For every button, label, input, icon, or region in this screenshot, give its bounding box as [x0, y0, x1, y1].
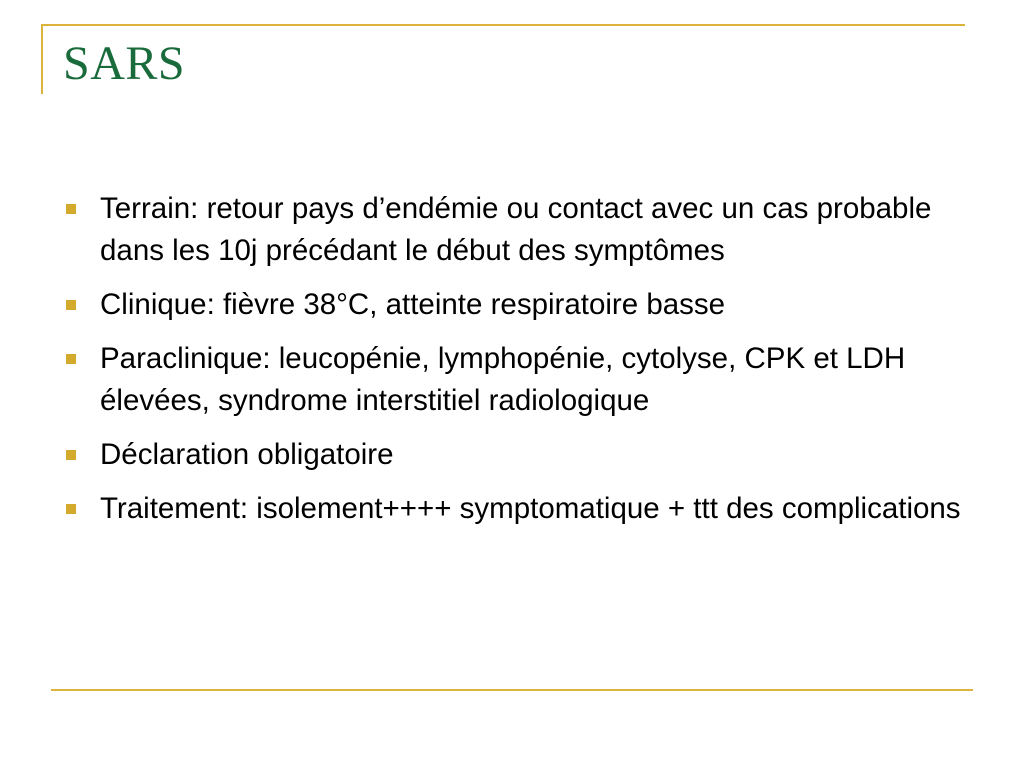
frame-top-line [41, 24, 965, 26]
bullet-text: Clinique: fièvre 38°C, atteinte respiratoire basse [100, 288, 726, 321]
bullet-text: Traitement: isolement++++ symptomatique + ttt des complications [100, 492, 961, 525]
square-bullet-icon [66, 450, 76, 460]
bullet-item-paraclinique [64, 338, 964, 422]
frame-left-line [41, 24, 43, 94]
bullet-item-terrain [64, 188, 964, 272]
frame-bottom-line [51, 689, 973, 691]
bullet-item-clinique [64, 284, 964, 326]
bullet-item-traitement [64, 488, 964, 530]
bullet-item-declaration [64, 434, 964, 476]
bullet-text: Paraclinique: leucopénie, lymphopénie, cytolyse, CPK et LDH élevées, syndrome interstitiel radiologique [100, 342, 906, 417]
square-bullet-icon [66, 204, 76, 214]
square-bullet-icon [66, 300, 76, 310]
bullet-text: Déclaration obligatoire [100, 438, 394, 471]
square-bullet-icon [66, 504, 76, 514]
bullet-text: Terrain: retour pays d’endémie ou contact avec un cas probable dans les 10j précédant le début des symptômes [100, 192, 932, 267]
slide-title: SARS [63, 37, 186, 90]
square-bullet-icon [66, 354, 76, 364]
bullet-list [64, 188, 964, 542]
